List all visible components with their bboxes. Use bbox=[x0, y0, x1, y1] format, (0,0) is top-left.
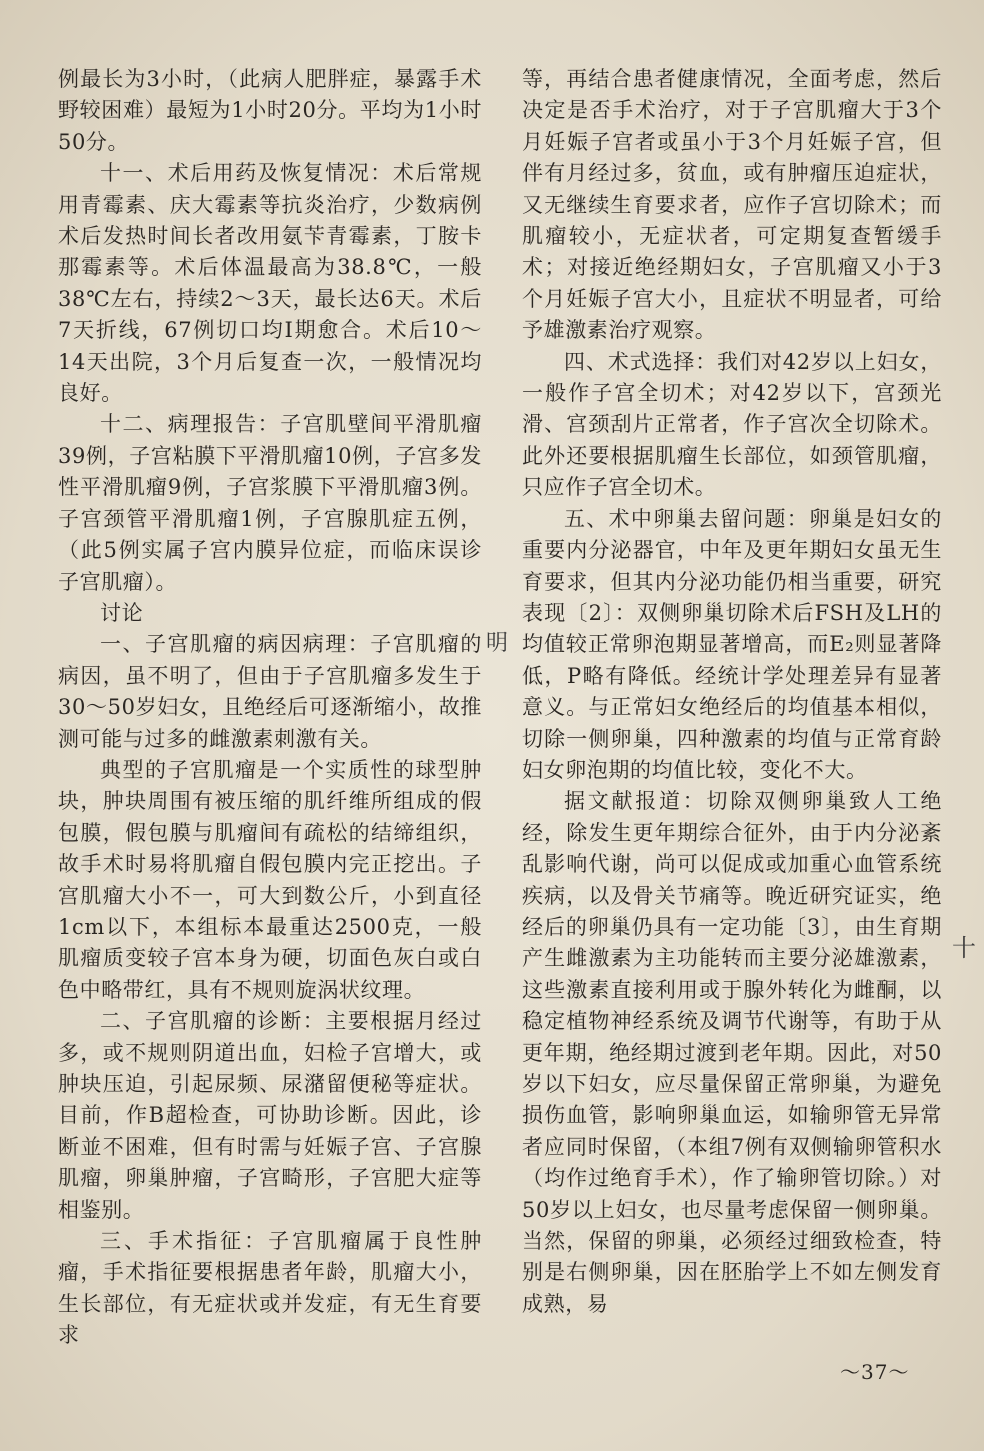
margin-handwritten-cross: 十 bbox=[952, 934, 976, 962]
discussion-section-5-cont: 据文献报道：切除双侧卵巢致人工绝经，除发生更年期综合征外，由于内分泌紊乱影响代谢，尚可以促成或加重心血管系统疾病，以及骨关节痛等。晚近研究证实，绝经后的卵巢仍具有一定功能〔3〕，由生育期产生雌激素为主功能转而主要分泌雄激素，这些激素直接利用或于腺外转化为雌酮，以稳定植物神经系统及调节代谢等，有助于从更年期，绝经期过渡到老年期。因此，对50岁以下妇女，应尽量保留正常卵巢，为避免损伤血管，影响卵巢血运，如输卵管无异常者应同时保留，（本组7例有双侧输卵管积水（均作过绝育手术），作了输卵管切除。）对50岁以上妇女，也尽量考虑保留一侧卵巢。当然，保留的卵巢，必须经过细致检查，特别是右侧卵巢，因在胚胎学上不如左侧发育成熟，易 bbox=[522, 789, 942, 1316]
discussion-section-2: 二、子宫肌瘤的诊断：主要根据月经过多，或不规则阴道出血，妇检子宫增大，或肿块压迫，引起尿频、尿潴留便秘等症状。目前，作B超检查，可协助诊断。因此，诊断並不困难，但有时需与妊娠子宫、子宫腺肌瘤，卵巢肿瘤，子宫畸形，子宫肥大症等相鉴别。 bbox=[58, 1009, 482, 1222]
discussion-heading: 讨论 bbox=[100, 600, 144, 625]
left-section-11: 十一、术后用药及恢复情况：术后常规用青霉素、庆大霉素等抗炎治疗，少数病例术后发热时间长者改用氨苄青霉素，丁胺卡那霉素等。术后体温最高为38.8℃，一般38℃左右，持续2～3天，最长达6天。术后7天折线，67例切口均Ⅰ期愈合。术后10～14天出院，3个月后复查一次，一般情况均良好。 bbox=[58, 161, 482, 406]
right-paragraph-1: 等，再结合患者健康情况，全面考虑，然后决定是否手术治疗，对于子宫肌瘤大于3个月妊娠子宫者或虽小于3个月妊娠子宫，但伴有月经过多，贫血，或有肿瘤压迫症状，又无继续生育要求者，应作子宫切除术；而肌瘤较小，无症状者，可定期复查暂缓手术；对接近绝经期妇女，子宫肌瘤又小于3个月妊娠子宫大小，且症状不明显者，可给予雄激素治疗观察。 bbox=[522, 67, 942, 343]
page-number: ～37～ bbox=[840, 1360, 910, 1384]
discussion-section-4: 四、术式选择：我们对42岁以上妇女，一般作子宫全切术；对42岁以下，宫颈光滑、宫颈刮片正常者，作子宫次全切除术。此外还要根据肌瘤生长部位，如颈管肌瘤，只应作子宫全切术。 bbox=[522, 349, 942, 500]
left-column bbox=[58, 64, 482, 1352]
discussion-section-3: 三、手术指征：子宫肌瘤属于良性肿瘤，手术指征要根据患者年龄，肌瘤大小，生长部位，有无症状或并发症，有无生育要求 bbox=[58, 1229, 482, 1348]
margin-handwritten-note: 明 bbox=[486, 631, 509, 656]
discussion-section-5: 五、术中卵巢去留问题：卵巢是妇女的重要内分泌器官，中年及更年期妇女虽无生育要求，但其内分泌功能仍相当重要，研究表现〔2〕：双侧卵巢切除术后FSH及LH的均值较正常卵泡期显著增高，而E₂则显著降低，P略有降低。经统计学处理差异有显著意义。与正常妇女绝经后的均值基本相似，切除一侧卵巢，四种激素的均值与正常育龄妇女卵泡期的均值比较，变化不大。 bbox=[522, 506, 942, 782]
right-column bbox=[522, 64, 942, 1320]
discussion-section-1: 一、子宫肌瘤的病因病理：子宫肌瘤的病因，虽不明了，但由于子宫肌瘤多发生于30～50岁妇女，且绝经后可逐渐缩小，故推测可能与过多的雌激素刺激有关。 bbox=[58, 632, 482, 751]
discussion-section-1-cont: 典型的子宫肌瘤是一个实质性的球型肿块，肿块周围有被压缩的肌纤维所组成的假包膜，假包膜与肌瘤间有疏松的结缔组织，故手术时易将肌瘤自假包膜内完正挖出。子宫肌瘤大小不一，可大到数公斤，小到直径1cm以下，本组标本最重达2500克，一般肌瘤质变较子宫本身为硬，切面色灰白或白色中略带红，具有不规则旋涡状纹理。 bbox=[58, 757, 482, 1002]
left-section-12: 十二、病理报告：子宫肌壁间平滑肌瘤39例，子宫粘膜下平滑肌瘤10例，子宫多发性平滑肌瘤9例，子宫浆膜下平滑肌瘤3例。子宫颈管平滑肌瘤1例，子宫腺肌症五例，（此5例实属子宫内膜异位症，而临床误诊子宫肌瘤）。 bbox=[58, 412, 482, 594]
left-paragraph-1: 例最长为3小时，（此病人肥胖症，暴露手术野较困难）最短为1小时20分。平均为1小时50分。 bbox=[58, 67, 482, 154]
